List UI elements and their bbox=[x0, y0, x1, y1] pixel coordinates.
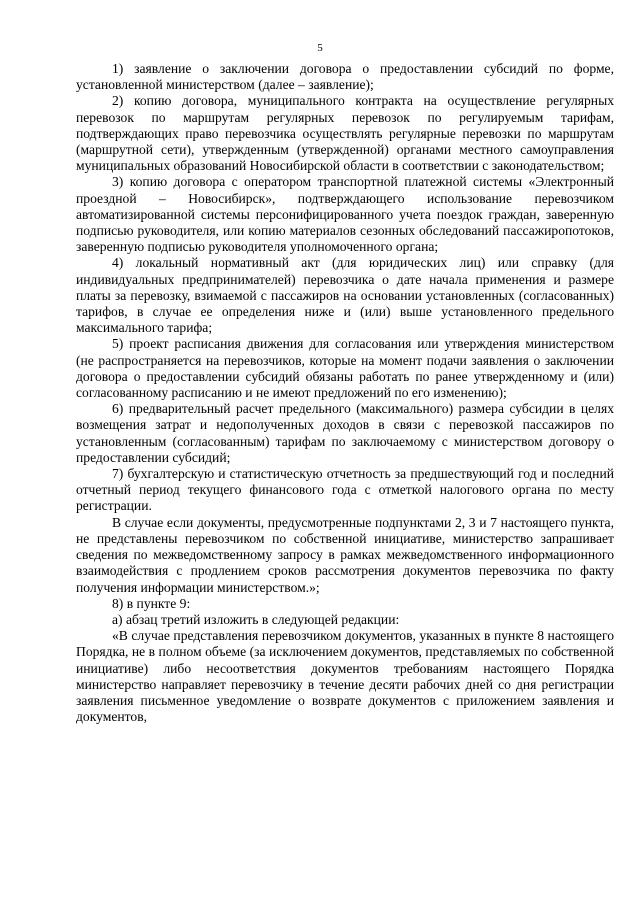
document-body bbox=[76, 61, 614, 725]
paragraph-item-5: 5) проект расписания движения для согласования или утверждения министерством (не распространяется на перевозчиков, которые на момент подачи заявления о заключении договора о предоставлении субсидий обязаны работать по ранее утвержденному и (или) согласованному расписанию и не имеют предложений по его изменению); bbox=[76, 336, 614, 401]
paragraph-item-7: 7) бухгалтерскую и статистическую отчетность за предшествующий год и последний отчетный период текущего финансового года с отметкой налогового органа по месту регистрации. bbox=[76, 466, 614, 514]
paragraph-point-8: 8) в пункте 9: bbox=[112, 595, 191, 611]
paragraph-item-4: 4) локальный нормативный акт (для юридических лиц) или справку (для индивидуальных предпринимателей) перевозчика о дате начала применения и размере платы за перевозку, взимаемой с пассажиров на основании установленных (согласованных) тарифов, в случае ее определения ниже и (или) выше установленного предельного максимального тарифа; bbox=[76, 255, 614, 336]
page-number: 5 bbox=[317, 42, 323, 54]
paragraph-new-wording: «В случае представления перевозчиком документов, указанных в пункте 8 настоящего Порядка, не в полном объеме (за исключением документов, представляемых по собственной инициативе) либо несоответствия документов требованиям настоящего Порядка министерство направляет перевозчику в течение десяти рабочих дней со дня регистрации заявления письменное уведомление о возврате документов с приложением заявления и документов, bbox=[76, 628, 614, 725]
paragraph-item-3: 3) копию договора с оператором транспортной платежной системы «Электронный проездной – Новосибирск», подтверждающего использование перевозчиком автоматизированной системы персонифицированного учета поездок граждан, заверенную подписью руководителя, или копию материалов сезонных обследований пассажиропотоков, заверенную подписью руководителя уполномоченного органа; bbox=[76, 174, 614, 255]
paragraph-item-6: 6) предварительный расчет предельного (максимального) размера субсидии в целях возмещения затрат и недополученных доходов в связи с перевозкой пассажиров по установленным (согласованным) тарифам по заключаемому с министерством договору о предоставлении субсидий; bbox=[76, 401, 614, 465]
paragraph-item-1: 1) заявление о заключении договора о предоставлении субсидий по форме, установленной министерством (далее – заявление); bbox=[76, 61, 614, 93]
paragraph-missing-documents: В случае если документы, предусмотренные подпунктами 2, 3 и 7 настоящего пункта, не представлены перевозчиком по собственной инициативе, министерство запрашивает сведения по межведомственному запросу в рамках межведомственного информационного взаимодействия с продлением сроков рассмотрения документов перевозчика по факту получения информации министерством.»; bbox=[76, 514, 614, 595]
paragraph-subpoint-a: а) абзац третий изложить в следующей редакции: bbox=[112, 611, 400, 627]
paragraph-item-2: 2) копию договора, муниципального контракта на осуществление регулярных перевозок по маршрутам регулярных перевозок по регулируемым тарифам, подтверждающих право перевозчика осуществлять регулярные перевозки по маршрутам (маршрутной сети), утвержденным (утвержденной) органами местного самоуправления муниципальных образований Новосибирской области в соответствии с законодательством; bbox=[76, 93, 614, 174]
